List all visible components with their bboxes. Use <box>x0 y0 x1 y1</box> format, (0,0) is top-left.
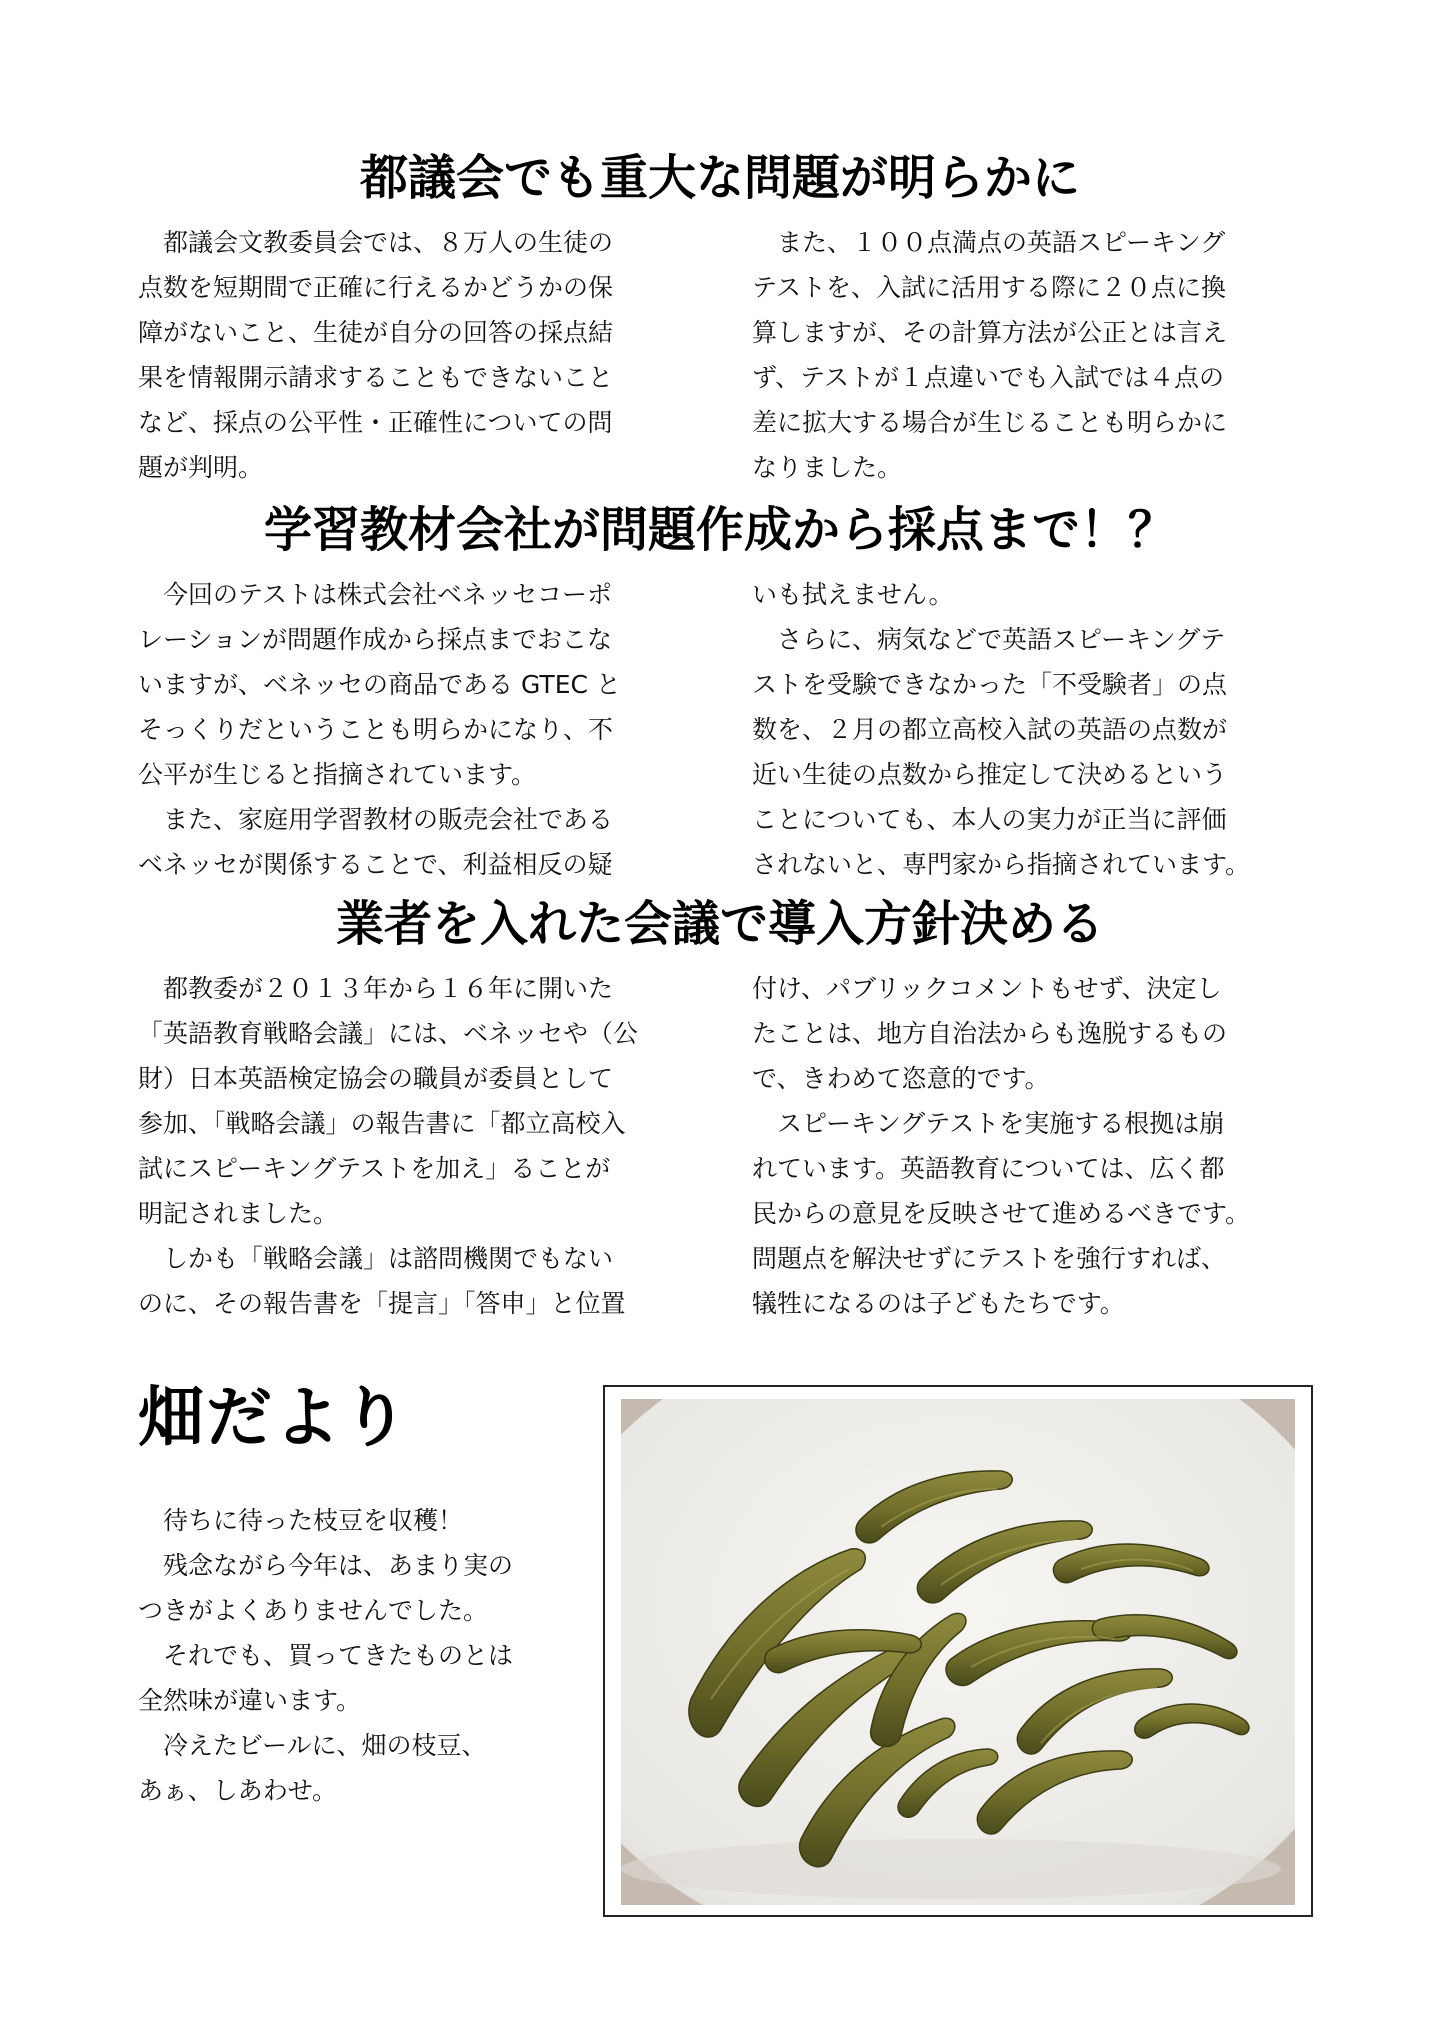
text-line: ず、テストが１点違いでも入試では４点の <box>752 363 1225 392</box>
text-line: 問題点を解決せずにテストを強行すれば、 <box>752 1244 1227 1273</box>
text-line: レーションが問題作成から採点までおこな <box>138 625 613 654</box>
edamame-photo <box>621 1399 1295 1905</box>
text-line: 差に拡大する場合が生じることも明らかに <box>752 408 1228 437</box>
text-line: 全然味が違います。 <box>138 1686 362 1715</box>
text-line: れています。英語教育については、広く都 <box>752 1154 1225 1183</box>
benesse-right-column <box>752 572 1312 887</box>
text-line: 冷えたビールに、畑の枝豆、 <box>163 1731 487 1760</box>
text-line: 今回のテストは株式会社ベネッセコーポ <box>163 580 613 609</box>
text-line: 公平が生じると指摘されています。 <box>138 760 537 789</box>
text-line: で、きわめて恣意的です。 <box>752 1064 1050 1093</box>
text-line: いますが、ベネッセの商品である GTEC と <box>138 670 621 699</box>
text-line: 民からの意見を反映させて進めるべきです。 <box>752 1199 1251 1228</box>
text-line: 参加、「戦略会議」の報告書に「都立高校入 <box>138 1109 626 1138</box>
text-line: 都教委が２０１３年から１６年に開いた <box>163 974 614 1003</box>
benesse-left-column <box>138 572 698 887</box>
text-line: 都議会文教委員会では、８万人の生徒の <box>163 228 614 257</box>
text-line: 付け、パブリックコメントもせず、決定し <box>752 974 1222 1003</box>
text-line: 算しますが、その計算方法が公正とは言え <box>752 318 1228 347</box>
text-line: 財）日本英語検定協会の職員が委員として <box>138 1064 614 1093</box>
text-line: されないと、専門家から指摘されています。 <box>752 850 1251 879</box>
text-line: また、家庭用学習教材の販売会社である <box>163 805 614 834</box>
policy-right-column <box>752 966 1312 1326</box>
text-line: 明記されました。 <box>138 1199 339 1228</box>
plate-shadow <box>621 1839 1281 1899</box>
text-line: さらに、病気などで英語スピーキングテ <box>777 625 1226 654</box>
text-line: あぁ、しあわせ。 <box>138 1776 338 1805</box>
text-line: 数を、２月の都立高校入試の英語の点数が <box>752 715 1228 744</box>
text-line: ベネッセが関係することで、利益相反の疑 <box>138 850 613 879</box>
text-line: しかも「戦略会議」は諮問機関でもない <box>163 1244 614 1273</box>
text-line: スピーキングテストを実施する根拠は崩 <box>777 1109 1225 1138</box>
text-line: それでも、買ってきたものとは <box>163 1641 514 1670</box>
text-line: ストを受験できなかった「不受験者」の点 <box>752 670 1228 699</box>
text-line: 題が判明。 <box>138 453 264 482</box>
section-heading-policy: 業者を入れた会議で導入方針決める <box>335 896 1104 952</box>
text-line: そっくりだということも明らかになり、不 <box>138 715 614 744</box>
text-line: 待ちに待った枝豆を収穫！ <box>163 1506 464 1535</box>
text-line: 果を情報開示請求することもできないこと <box>138 363 614 392</box>
text-line: たことは、地方自治法からも逸脱するもの <box>752 1019 1228 1048</box>
policy-left-column <box>138 966 698 1326</box>
text-line: 残念ながら今年は、あまり実の <box>163 1551 514 1580</box>
text-line: 「英語教育戦略会議」には、ベネッセや（公 <box>138 1019 639 1048</box>
text-line: つきがよくありませんでした。 <box>138 1596 489 1625</box>
text-line: のに、その報告書を「提言」「答申」と位置 <box>138 1289 626 1318</box>
text-line: また、１００点満点の英語スピーキング <box>777 228 1226 257</box>
text-line: 点数を短期間で正確に行えるかどうかの保 <box>138 273 614 302</box>
text-line: 試にスピーキングテストを加え」ることが <box>138 1154 611 1183</box>
text-line: なりました。 <box>752 453 903 482</box>
section-heading-council: 都議会でも重大な問題が明らかに <box>359 150 1080 206</box>
council-left-column <box>138 220 698 490</box>
edamame-illustration <box>621 1399 1295 1905</box>
text-line: 犠牲になるのは子どもたちです。 <box>752 1289 1125 1318</box>
text-line: など、採点の公平性・正確性についての問 <box>138 408 613 437</box>
text-line: いも拭えません。 <box>752 580 954 609</box>
text-line: テストを、入試に活用する際に２０点に換 <box>752 273 1227 302</box>
text-line: 近い生徒の点数から推定して決めるという <box>752 760 1228 789</box>
hatake-body <box>138 1498 598 1813</box>
council-right-column <box>752 220 1312 490</box>
hatake-title: 畑だより <box>138 1379 410 1456</box>
text-line: ことについても、本人の実力が正当に評価 <box>752 805 1227 834</box>
text-line: 障がないこと、生徒が自分の回答の採点結 <box>138 318 614 347</box>
edamame-photo-frame <box>603 1385 1313 1917</box>
section-heading-benesse: 学習教材会社が問題作成から採点まで！？ <box>263 502 1176 558</box>
